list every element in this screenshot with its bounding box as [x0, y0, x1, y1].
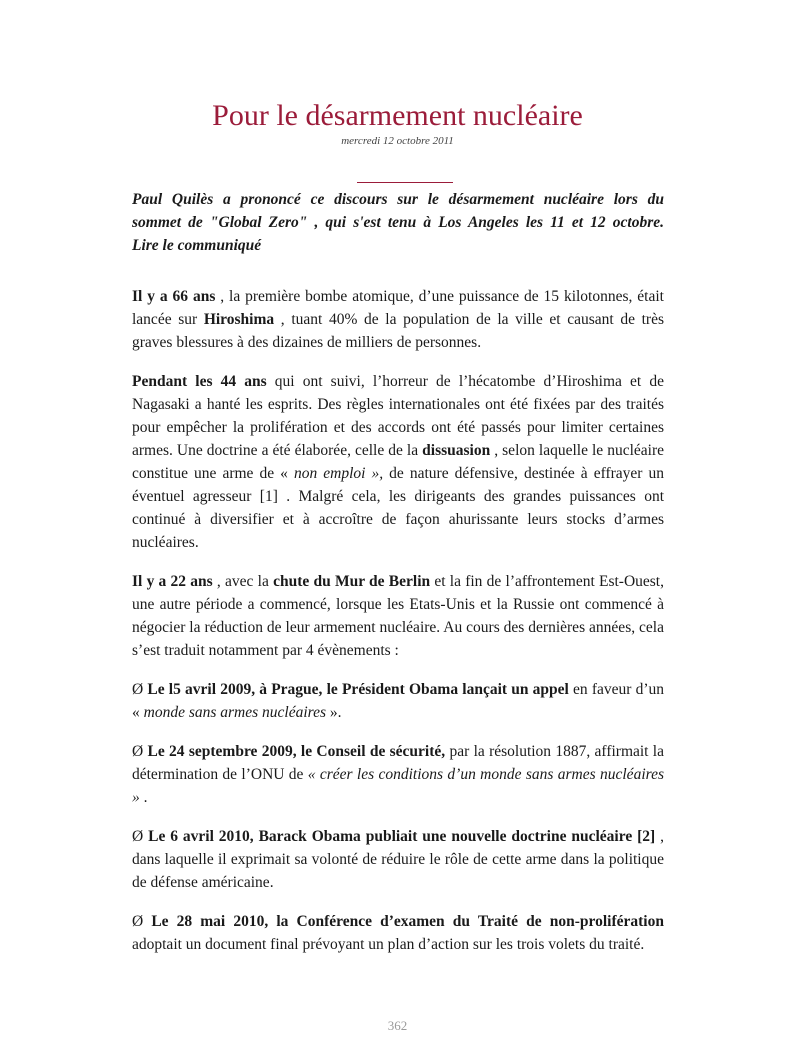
emphasis: chute du Mur de Berlin	[273, 573, 431, 590]
bullet-symbol: Ø	[132, 828, 149, 845]
emphasis: Il y a 66 ans	[132, 288, 216, 305]
text: adoptait un document final prévoyant un plan d’action sur les trois volets du traité.	[132, 936, 645, 953]
text: en faveur d’un «	[132, 681, 664, 721]
emphasis: Le 24 septembre 2009, le Conseil de sécurité,	[147, 743, 446, 760]
text: , tuant 40% de la population de la ville et causant de très graves blessures à des dizaines de milliers de personnes.	[132, 311, 664, 351]
text: par la résolution 1887, affirmait la détermination de l’ONU de	[132, 743, 664, 783]
event-item-2	[132, 740, 664, 809]
emphasis: dissuasion	[422, 442, 491, 459]
italic-text: monde sans armes nucléaires	[143, 704, 327, 721]
intro-line-2: sommet de "Global Zero" , qui s'est tenu à Los Angeles les 11 et 12 octobre.	[132, 214, 664, 231]
text: , selon laquelle le nucléaire constitue une arme de «	[132, 442, 664, 482]
paragraph-1	[132, 285, 664, 354]
intro-line-1: Paul Quilès a prononcé ce discours sur le désarmement nucléaire lors du	[132, 191, 664, 208]
article-body	[132, 285, 664, 972]
text: , avec la	[212, 573, 274, 590]
emphasis: Pendant les 44 ans	[132, 373, 267, 390]
italic-text: « créer les conditions d’un monde sans armes nucléaires »	[132, 766, 664, 806]
text: et la fin de l’affrontement Est-Ouest, une autre période a commencé, lorsque les Etats-Unis et la Russie ont commencé à négocier la réduction de leur armement nucléaire. Au cours des dernières années, cela s’est traduit notamment par 4 évènements :	[132, 573, 664, 659]
text: .	[139, 789, 148, 806]
footnote-text: de nature défensive, destinée à effrayer un éventuel agresseur [1] . Malgré cela, les dirigeants des grandes puissances ont continué à diversifier et à accroître de façon ahurissante leurs stocks d’armes nucléaires.	[132, 465, 665, 551]
title-divider	[357, 182, 453, 183]
emphasis: Hiroshima	[203, 311, 275, 328]
communique-link[interactable]: Lire le communiqué	[132, 237, 262, 254]
paragraph-2	[132, 370, 664, 554]
emphasis: Il y a 22 ans	[132, 573, 213, 590]
emphasis: Le l5 avril 2009, à Prague, le Président Obama lançait un appel	[147, 681, 569, 698]
event-item-3	[132, 825, 664, 894]
emphasis: Le 28 mai 2010, la Conférence d’examen du Traité de non-prolifération	[151, 913, 664, 930]
text: qui ont suivi, l’horreur de l’hécatombe d’Hiroshima et de Nagasaki a hanté les esprits. Des règles internationales ont été fixées par des traités pour empêcher la prolifération et des accords ont été passés pour limiter certaines armes. Une doctrine a été élaborée, celle de la	[132, 373, 664, 459]
bullet-symbol: Ø	[132, 913, 152, 930]
page-number: 362	[387, 1018, 408, 1033]
bullet-symbol: Ø	[132, 681, 148, 698]
intro-text	[132, 188, 664, 257]
event-item-4	[132, 910, 664, 956]
bullet-symbol: Ø	[132, 743, 148, 760]
text: ».	[326, 704, 342, 721]
page-title: Pour le désarmement nucléaire	[212, 99, 583, 132]
paragraph-3	[132, 570, 664, 662]
italic-text: non emploi »,	[293, 465, 384, 482]
publication-date: mercredi 12 octobre 2011	[341, 135, 454, 147]
emphasis: Le 6 avril 2010, Barack Obama publiait une nouvelle doctrine nucléaire [2]	[148, 828, 656, 845]
text: , dans laquelle il exprimait sa volonté de réduire le rôle de cette arme dans la politique de défense américaine.	[132, 828, 664, 891]
event-item-1	[132, 678, 664, 724]
text: , la première bombe atomique, d’une puissance de 15 kilotonnes, était lancée sur	[132, 288, 664, 328]
